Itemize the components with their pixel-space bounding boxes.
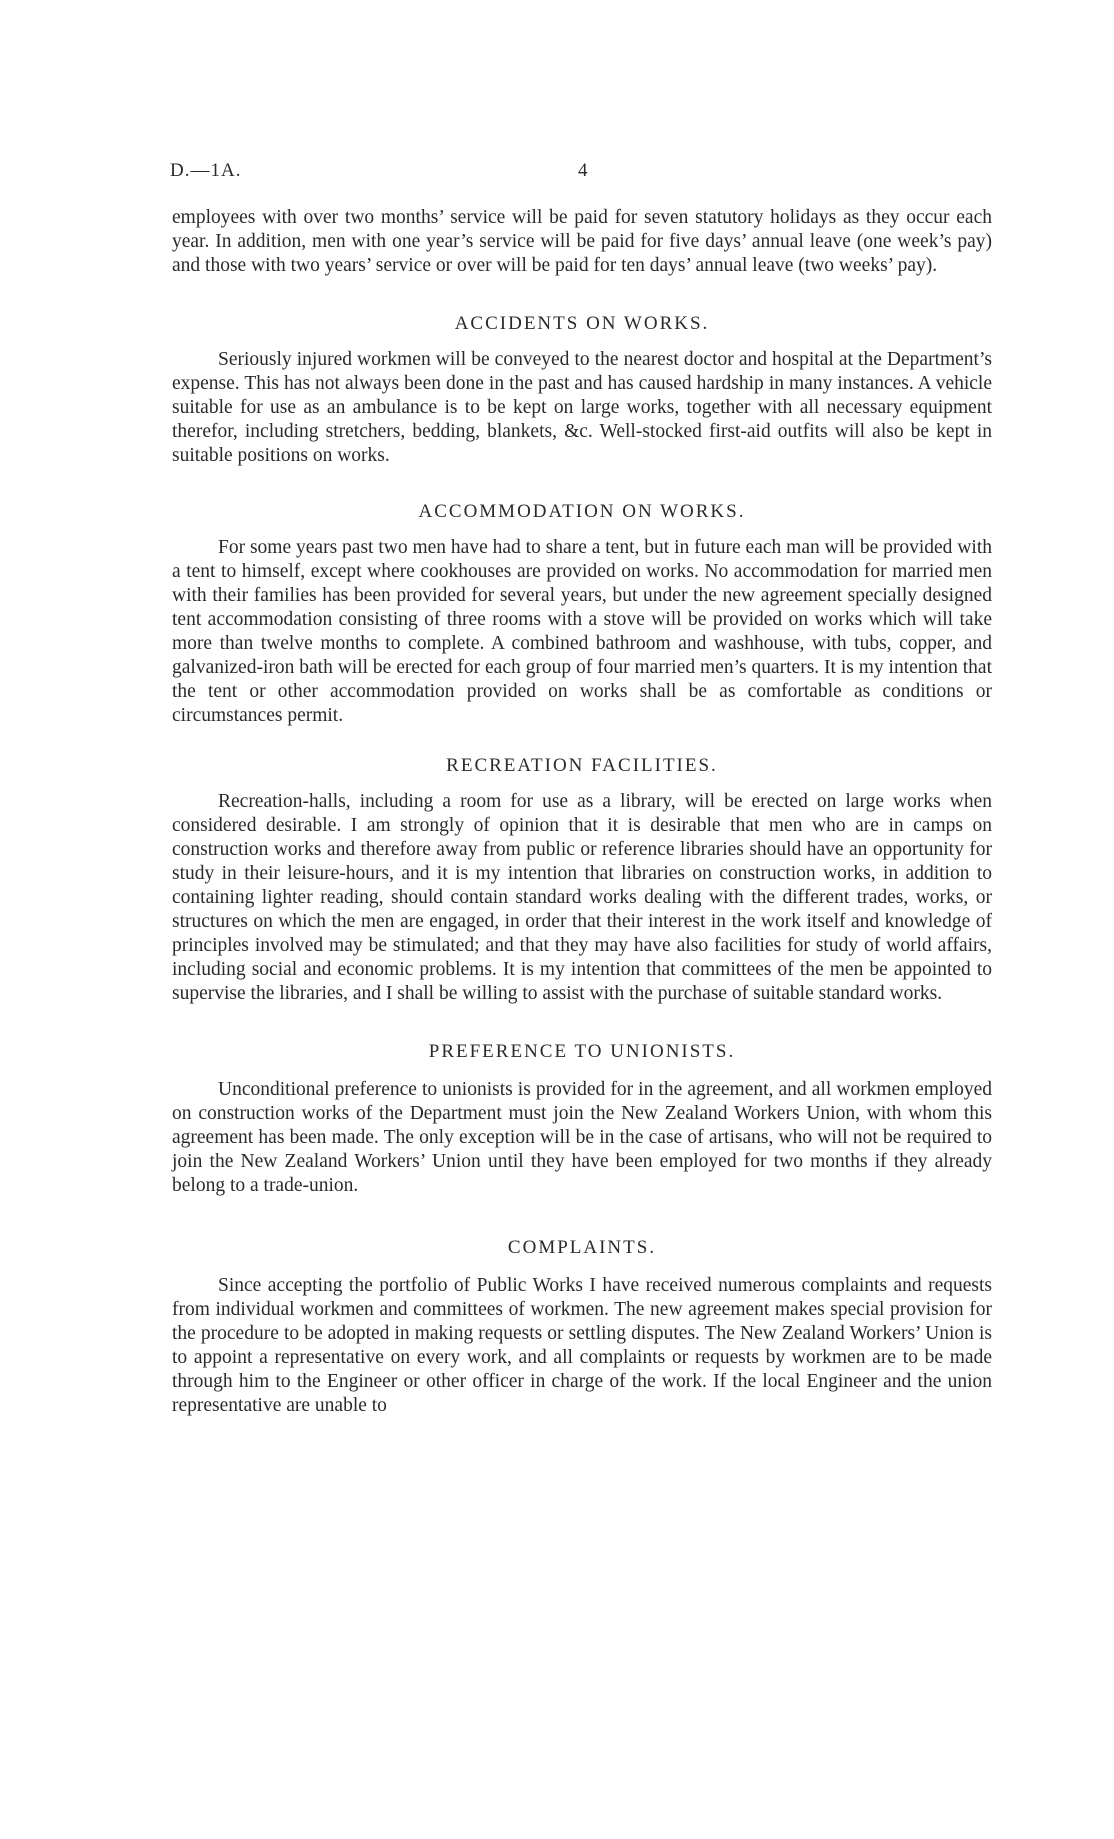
paragraph-accommodation: For some years past two men have had to share a tent, but in future each man will be provided with a tent to himself, except where cookhouses are provided on works. No accommodation for married men with their families has been provided for several years, but under the new agreement specially designed tent accommodation consisting of three rooms with a stove will be provided on works which will take more than twelve months to complete. A combined bathroom and washhouse, with tubs, copper, and galvanized-iron bath will be erected for each group of four married men’s quarters. It is my intention that the tent or other accommodation provided on works shall be as comfortable as conditions or circumstances permit. [172,537,992,726]
heading-preference: PREFERENCE TO UNIONISTS. [428,1041,736,1062]
heading-complaints: COMPLAINTS. [507,1237,657,1258]
heading-recreation: RECREATION FACILITIES. [446,755,718,776]
heading-accommodation: ACCOMMODATION ON WORKS. [418,501,746,522]
document-reference: D.—1A. [170,160,242,181]
paragraph-recreation: Recreation-halls, including a room for use as a library, will be erected on large works when considered desirable. I am strongly of opinion that it is desirable that men who are in camps on construction works and therefore away from public or reference libraries should have an opportunity for study in their leisure-hours, and it is my intention that libraries on construction works, in addition to containing lighter reading, should contain standard works dealing with the different trades, works, or structures on which the men are engaged, in order that their interest in the work itself and knowledge of principles involved may be stimulated; and that they may have also facilities for study of world affairs, including social and economic problems. It is my intention that committees of the men be appointed to supervise the libraries, and I shall be willing to assist with the purchase of suitable standard works. [172,791,992,1004]
heading-accidents: ACCIDENTS ON WORKS. [454,313,710,334]
running-head [170,160,990,184]
page-number: 4 [578,160,589,181]
document-body [172,206,992,1418]
paragraph-accidents: Seriously injured workmen will be conveyed to the nearest doctor and hospital at the Department’s expense. This has not always been done in the past and has caused hardship in many instances. A vehicle suitable for use as an ambulance is to be kept on large works, together with all necessary equipment therefor, including stretchers, bedding, blankets, &c. Well-stocked first-aid outfits will also be kept in suitable positions on works. [172,349,992,466]
paragraph-complaints: Since accepting the portfolio of Public Works I have received numerous complaints and requests from individual workmen and committees of workmen. The new agreement makes special provision for the procedure to be adopted in making requests or settling disputes. The New Zealand Workers’ Union is to appoint a representative on every work, and all complaints or requests by workmen are to be made through him to the Engineer or other officer in charge of the work. If the local Engineer and the union representative are unable to [172,1275,992,1416]
paragraph-intro: employees with over two months’ service will be paid for seven statutory holidays as they occur each year. In addition, men with one year’s service will be paid for five days’ annual leave (one week’s pay) and those with two years’ service or over will be paid for ten days’ annual leave (two weeks’ pay). [172,207,992,276]
paragraph-preference: Unconditional preference to unionists is provided for in the agreement, and all workmen employed on construction works of the Department must join the New Zealand Workers Union, with whom this agreement has been made. The only exception will be in the case of artisans, who will not be required to join the New Zealand Workers’ Union until they have been employed for two months if they already belong to a trade-union. [172,1079,992,1196]
